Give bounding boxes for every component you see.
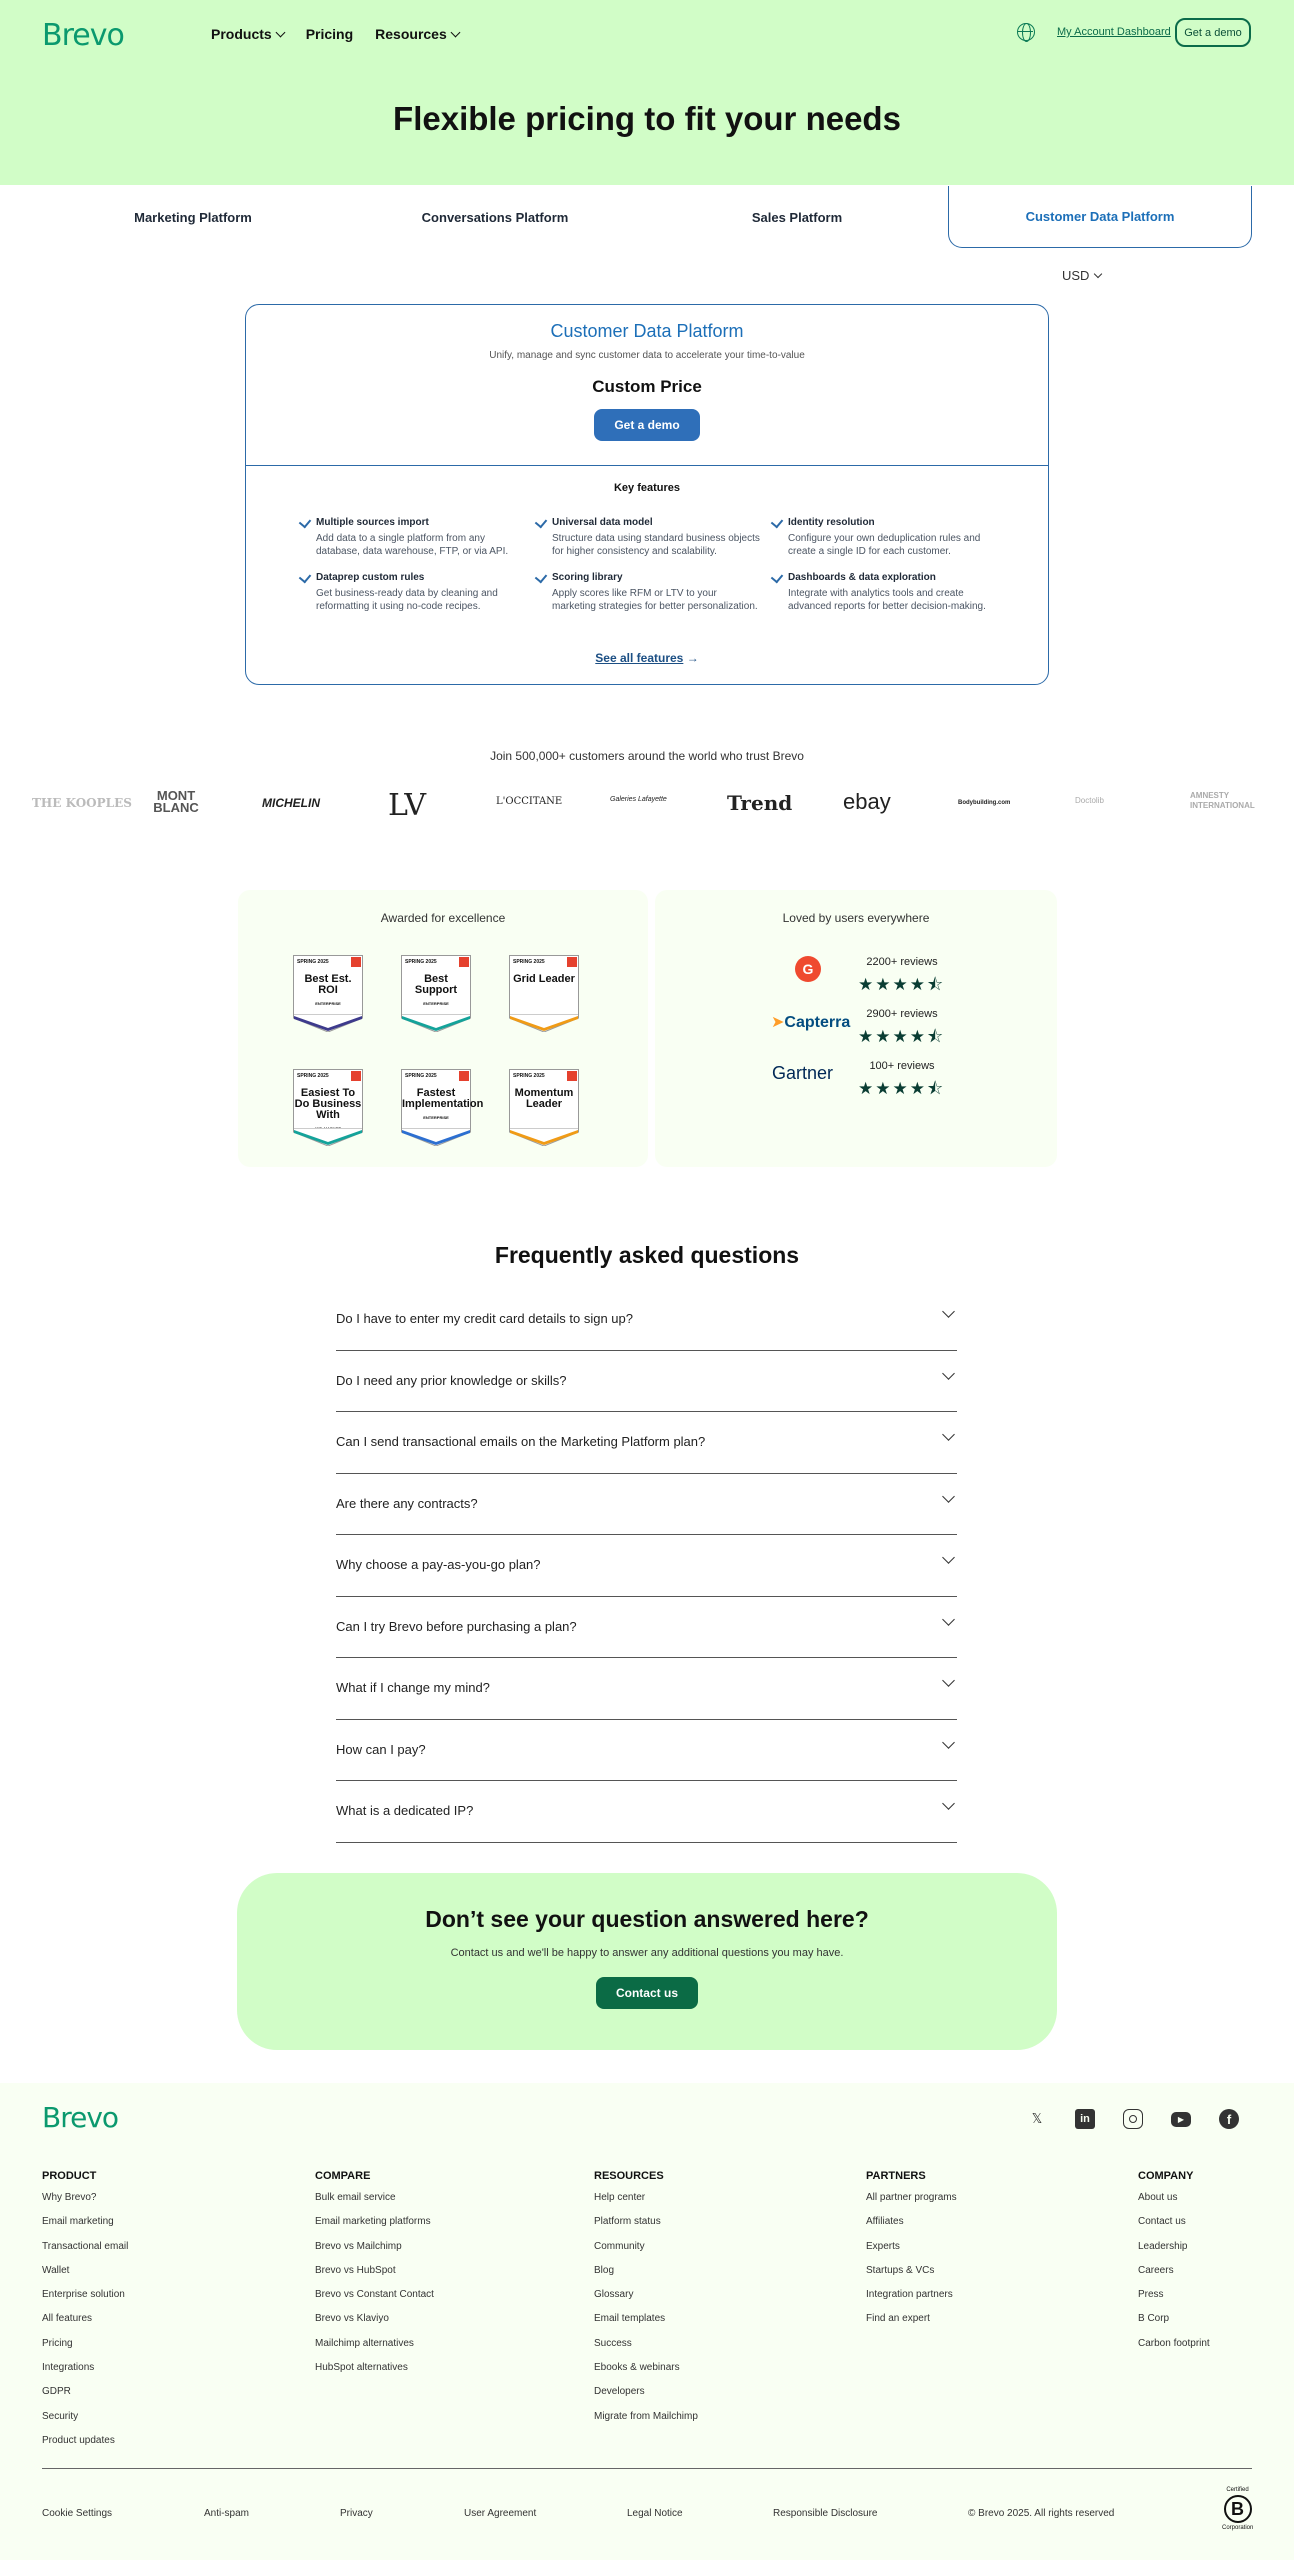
faq-item[interactable] — [336, 1289, 957, 1351]
feature-item: Identity resolution Configure your own deduplication rules and create a single ID for each customer. — [773, 517, 1001, 558]
footer-link[interactable]: Community — [594, 2240, 645, 2252]
faq-question: What is a dedicated IP? — [336, 1803, 474, 1818]
footer-link[interactable]: All features — [42, 2313, 93, 2325]
feature-item: Universal data model Structure data using standard business objects for higher consistency and scalability. — [537, 517, 773, 558]
badge-title: Best Est. ROI — [304, 973, 352, 996]
footer-link[interactable]: Wallet — [42, 2264, 70, 2276]
footer-link[interactable]: Carbon footprint — [1138, 2337, 1210, 2349]
nav-resources[interactable]: Resources — [375, 26, 459, 42]
check-icon — [771, 516, 784, 529]
footer-link[interactable]: Brevo vs Mailchimp — [315, 2240, 402, 2252]
arrow-right-icon: → — [686, 651, 699, 665]
badge-segment: ENTERPRISE — [423, 1001, 449, 1006]
badge-season: SPRING 2025 — [401, 1069, 471, 1082]
footer-link[interactable]: About us — [1138, 2192, 1178, 2203]
faq-question: Do I have to enter my credit card details to sign up? — [336, 1311, 633, 1326]
chevron-down-icon — [942, 1305, 955, 1318]
footer-link[interactable]: GDPR — [42, 2386, 71, 2398]
check-icon — [535, 571, 548, 584]
faq-item[interactable] — [336, 1351, 957, 1413]
chevron-down-icon — [942, 1674, 955, 1687]
chevron-down-icon — [942, 1797, 955, 1810]
award-badges — [293, 955, 593, 1149]
copyright-text: © Brevo 2025. All rights reserved — [968, 2508, 1115, 2519]
reviews-title: Loved by users everywhere — [782, 911, 930, 925]
footer-link[interactable]: Glossary — [594, 2289, 634, 2301]
footer-link[interactable]: Leadership — [1138, 2240, 1188, 2252]
feature-item: Scoring library Apply scores like RFM or LTV to your marketing strategies for better personalization. — [537, 572, 773, 613]
badge-season: SPRING 2025 — [401, 955, 471, 968]
award-badge — [509, 955, 579, 1035]
logo-montblanc: MONT BLANC — [153, 788, 199, 815]
chevron-down-icon — [1094, 269, 1102, 277]
footer-logo[interactable]: Brevo — [42, 2101, 119, 2134]
award-badge — [509, 1069, 579, 1149]
contact-section — [237, 1873, 1057, 2050]
facebook-icon[interactable]: f — [1219, 2109, 1239, 2129]
badge-title: Fastest Implementation — [402, 1087, 484, 1110]
footer-link[interactable]: Brevo vs HubSpot — [315, 2264, 396, 2276]
footer-link[interactable]: Email templates — [594, 2313, 666, 2325]
faq-question: Can I send transactional emails on the Marketing Platform plan? — [336, 1434, 706, 1449]
legal-link[interactable]: Privacy — [340, 2508, 373, 2519]
contact-description: Contact us and we'll be happy to answer any additional questions you may have. — [450, 1947, 844, 1959]
faq-item[interactable] — [336, 1658, 957, 1720]
award-badge — [401, 955, 471, 1035]
footer-column-title: PARTNERS — [866, 2170, 926, 2182]
review-gartner: 100+ reviews ★★★★⯪ — [858, 1060, 978, 1105]
footer-column-title: PRODUCT — [42, 2170, 97, 2182]
tab-conversations-platform[interactable]: Conversations Platform — [421, 209, 569, 225]
chevron-down-icon — [942, 1613, 955, 1626]
footer-link[interactable]: Help center — [594, 2192, 646, 2203]
footer-link[interactable]: Find an expert — [866, 2313, 930, 2325]
footer-column-compare — [315, 2170, 434, 2386]
badge-name — [401, 968, 471, 1014]
chevron-down-icon — [942, 1551, 955, 1564]
faq-question: How can I pay? — [336, 1741, 426, 1757]
tab-sales-platform[interactable]: Sales Platform — [751, 209, 843, 225]
footer-link[interactable]: Integration partners — [866, 2289, 953, 2301]
badge-season: SPRING 2025 — [293, 1069, 363, 1082]
badge-ribbon — [509, 1128, 579, 1146]
badge-ribbon — [293, 1014, 363, 1032]
faq-question: Do I need any prior knowledge or skills? — [336, 1372, 567, 1388]
plan-description: Unify, manage and sync customer data to accelerate your time-to-value — [489, 350, 805, 361]
badge-name — [293, 1082, 363, 1128]
review-g2: 2200+ reviews ★★★★⯪ — [858, 956, 978, 1001]
badge-season: SPRING 2025 — [293, 955, 363, 968]
nav-products[interactable]: Products — [211, 26, 284, 42]
footer-column-title: RESOURCES — [594, 2170, 664, 2182]
chevron-down-icon — [942, 1736, 955, 1749]
awards-panel — [238, 890, 648, 1167]
badge-segment: ENTERPRISE — [315, 1001, 341, 1006]
footer-link[interactable]: Press — [1138, 2289, 1164, 2301]
key-features-title: Key features — [613, 482, 681, 494]
feature-item: Multiple sources import Add data to a single platform from any database, data warehouse, FTP, or via API. — [301, 517, 537, 558]
faq-item[interactable] — [336, 1535, 957, 1597]
legal-link[interactable]: Cookie Settings — [42, 2508, 113, 2519]
badge-ribbon — [509, 1014, 579, 1032]
review-capterra: 2900+ reviews ★★★★⯪ — [858, 1008, 978, 1053]
bcorp-badge: Certified B Corporation — [1222, 2487, 1254, 2531]
faq-list — [336, 1289, 957, 1843]
legal-link[interactable]: Legal Notice — [627, 2508, 683, 2519]
logo-doctolib: Doctolib — [1075, 796, 1104, 805]
check-icon — [299, 516, 312, 529]
award-badge — [293, 1069, 363, 1149]
rating-stars: ★★★★⯪ — [858, 1079, 946, 1098]
faq-title: Frequently asked questions — [494, 1242, 800, 1268]
badge-title: Best Support — [414, 973, 458, 996]
trust-title: Join 500,000+ customers around the world who trust Brevo — [490, 749, 804, 763]
logo-louis-vuitton: LV — [388, 788, 427, 823]
footer-link[interactable]: Product updates — [42, 2434, 115, 2446]
badge-name — [509, 1082, 579, 1128]
footer-link[interactable]: Why Brevo? — [42, 2192, 97, 2203]
chevron-down-icon — [942, 1428, 955, 1441]
get-demo-button[interactable]: Get a demo — [1175, 18, 1251, 47]
check-icon — [299, 571, 312, 584]
badge-name — [509, 968, 579, 1014]
rating-stars: ★★★★⯪ — [858, 975, 946, 994]
footer-link[interactable]: Security — [42, 2410, 79, 2422]
badge-title: Easiest To Do Business With — [294, 1087, 362, 1121]
footer-link[interactable]: Careers — [1138, 2264, 1174, 2276]
footer-link[interactable]: Mailchimp alternatives — [315, 2337, 414, 2349]
rating-stars: ★★★★⯪ — [858, 1027, 946, 1046]
logo-loccitane: L'OCCITANE — [496, 796, 563, 807]
footer-link[interactable]: Email marketing — [42, 2216, 114, 2228]
capterra-arrow-icon: ➤ — [771, 1014, 785, 1031]
award-badge — [401, 1069, 484, 1149]
faq-item[interactable] — [336, 1412, 957, 1474]
nav-pricing[interactable]: Pricing — [305, 26, 354, 42]
legal-link[interactable]: Anti-spam — [204, 2508, 250, 2519]
tab-customer-data-platform[interactable]: Customer Data Platform — [948, 186, 1252, 248]
badge-title: Grid Leader — [513, 973, 575, 985]
contact-title: Don’t see your question answered here? — [425, 1906, 869, 1932]
check-icon — [771, 571, 784, 584]
logo-amnesty: AMNESTY INTERNATIONAL — [1190, 791, 1255, 810]
footer-column-title: COMPARE — [315, 2170, 371, 2182]
badge-ribbon — [401, 1014, 471, 1032]
currency-select[interactable]: USD — [1062, 268, 1101, 283]
main-nav — [211, 26, 459, 42]
faq-item[interactable] — [336, 1781, 957, 1843]
badge-name — [401, 1082, 484, 1128]
feature-item: Dashboards & data exploration Integrate with analytics tools and create advanced reports for better decision-making. — [773, 572, 1001, 613]
linkedin-icon[interactable]: in — [1075, 2109, 1095, 2129]
footer-column-title: COMPANY — [1138, 2170, 1194, 2182]
footer-link[interactable]: Integrations — [42, 2362, 95, 2374]
chevron-down-icon — [942, 1367, 955, 1380]
footer-link[interactable]: All partner programs — [866, 2192, 957, 2203]
award-badge — [293, 955, 363, 1035]
faq-item[interactable] — [336, 1720, 957, 1782]
footer-link[interactable]: Blog — [594, 2264, 615, 2276]
footer-link[interactable]: Startups & VCs — [866, 2264, 935, 2276]
faq-question: What if I change my mind? — [336, 1680, 490, 1695]
footer-link[interactable]: Platform status — [594, 2216, 661, 2228]
footer-link[interactable]: Affiliates — [866, 2216, 904, 2228]
account-dashboard-link[interactable]: My Account Dashboard — [1057, 26, 1171, 38]
footer — [0, 2083, 1294, 2560]
customer-logos — [0, 786, 1294, 826]
badge-season: SPRING 2025 — [509, 955, 579, 968]
footer-link[interactable]: HubSpot alternatives — [315, 2362, 408, 2374]
feature-item: Dataprep custom rules Get business-ready data by cleaning and reformatting it using no-code recipes. — [301, 572, 537, 613]
plan-price: Custom Price — [592, 377, 702, 396]
legal-link[interactable]: Responsible Disclosure — [773, 2508, 878, 2519]
badge-name — [293, 968, 363, 1014]
platform-tabs — [42, 186, 1252, 248]
footer-link[interactable]: Email marketing platforms — [315, 2216, 431, 2228]
badge-segment: ENTERPRISE — [423, 1115, 449, 1120]
brevo-logo[interactable]: Brevo — [42, 18, 124, 53]
faq-question: Why choose a pay-as-you-go plan? — [336, 1557, 541, 1572]
check-icon — [535, 516, 548, 529]
footer-link[interactable]: Enterprise solution — [42, 2289, 125, 2301]
legal-link[interactable]: User Agreement — [464, 2508, 537, 2519]
see-all-features-link[interactable]: See all features → — [595, 651, 699, 665]
footer-link[interactable]: Bulk email service — [315, 2192, 396, 2203]
badge-season: SPRING 2025 — [509, 1069, 579, 1082]
gartner-logo: Gartner — [772, 1063, 834, 1083]
instagram-icon[interactable] — [1123, 2109, 1143, 2129]
badge-title: Momentum Leader — [514, 1087, 574, 1110]
youtube-icon[interactable]: ▶ — [1171, 2112, 1191, 2127]
globe-icon[interactable] — [1017, 23, 1035, 41]
footer-column-company — [1138, 2170, 1210, 2362]
logo-galeries-lafayette: Galeries Lafayette — [610, 796, 667, 803]
footer-link[interactable]: Developers — [594, 2386, 645, 2398]
logo-the-kooples: THE KOOPLES — [32, 796, 132, 810]
footer-link[interactable]: Migrate from Mailchimp — [594, 2410, 698, 2422]
footer-link[interactable]: Brevo vs Klaviyo — [315, 2313, 389, 2325]
footer-column-product — [42, 2170, 128, 2459]
footer-link[interactable]: Experts — [866, 2240, 900, 2252]
hero-section — [0, 0, 1294, 185]
chevron-down-icon — [275, 27, 285, 37]
capterra-logo: ➤Capterra — [771, 1014, 851, 1031]
plan-demo-button[interactable]: Get a demo — [594, 409, 700, 441]
tab-marketing-platform[interactable]: Marketing Platform — [134, 209, 252, 225]
faq-question: Are there any contracts? — [336, 1495, 478, 1511]
logo-bodybuilding: Bodybuilding.com — [958, 800, 1011, 806]
faq-item[interactable] — [336, 1474, 957, 1536]
plan-card-header — [246, 305, 1048, 466]
chevron-down-icon — [450, 27, 460, 37]
badge-ribbon — [293, 1128, 363, 1146]
contact-us-button[interactable]: Contact us — [596, 1977, 698, 2009]
page-title: Flexible pricing to fit your needs — [393, 100, 901, 137]
footer-divider — [42, 2468, 1252, 2469]
faq-question: Can I try Brevo before purchasing a plan? — [336, 1618, 577, 1634]
logo-michelin: MICHELIN — [262, 796, 320, 810]
g2-logo: G — [795, 956, 821, 982]
footer-link[interactable]: Transactional email — [42, 2240, 129, 2252]
footer-link[interactable]: Brevo vs Constant Contact — [315, 2289, 434, 2301]
footer-column-partners — [866, 2170, 957, 2338]
badge-ribbon — [401, 1128, 471, 1146]
reviews-panel — [655, 890, 1057, 1167]
logo-ebay: ebay — [843, 789, 891, 814]
footer-link[interactable]: Pricing — [42, 2337, 73, 2349]
footer-column-resources — [594, 2170, 698, 2435]
footer-link[interactable]: Contact us — [1138, 2216, 1186, 2228]
awards-title: Awarded for excellence — [380, 911, 506, 925]
chevron-down-icon — [942, 1490, 955, 1503]
footer-link[interactable]: B Corp — [1138, 2313, 1170, 2325]
feature-list — [301, 517, 1001, 613]
plan-name: Customer Data Platform — [550, 321, 744, 341]
bcorp-b-icon: B — [1224, 2495, 1252, 2523]
footer-link[interactable]: Ebooks & webinars — [594, 2362, 680, 2374]
logo-trend: Trend — [727, 791, 793, 815]
plan-card — [245, 304, 1049, 685]
social-links — [1027, 2109, 1239, 2129]
x-icon[interactable]: 𝕏 — [1031, 2111, 1043, 2126]
faq-item[interactable] — [336, 1597, 957, 1659]
footer-link[interactable]: Success — [594, 2337, 632, 2349]
